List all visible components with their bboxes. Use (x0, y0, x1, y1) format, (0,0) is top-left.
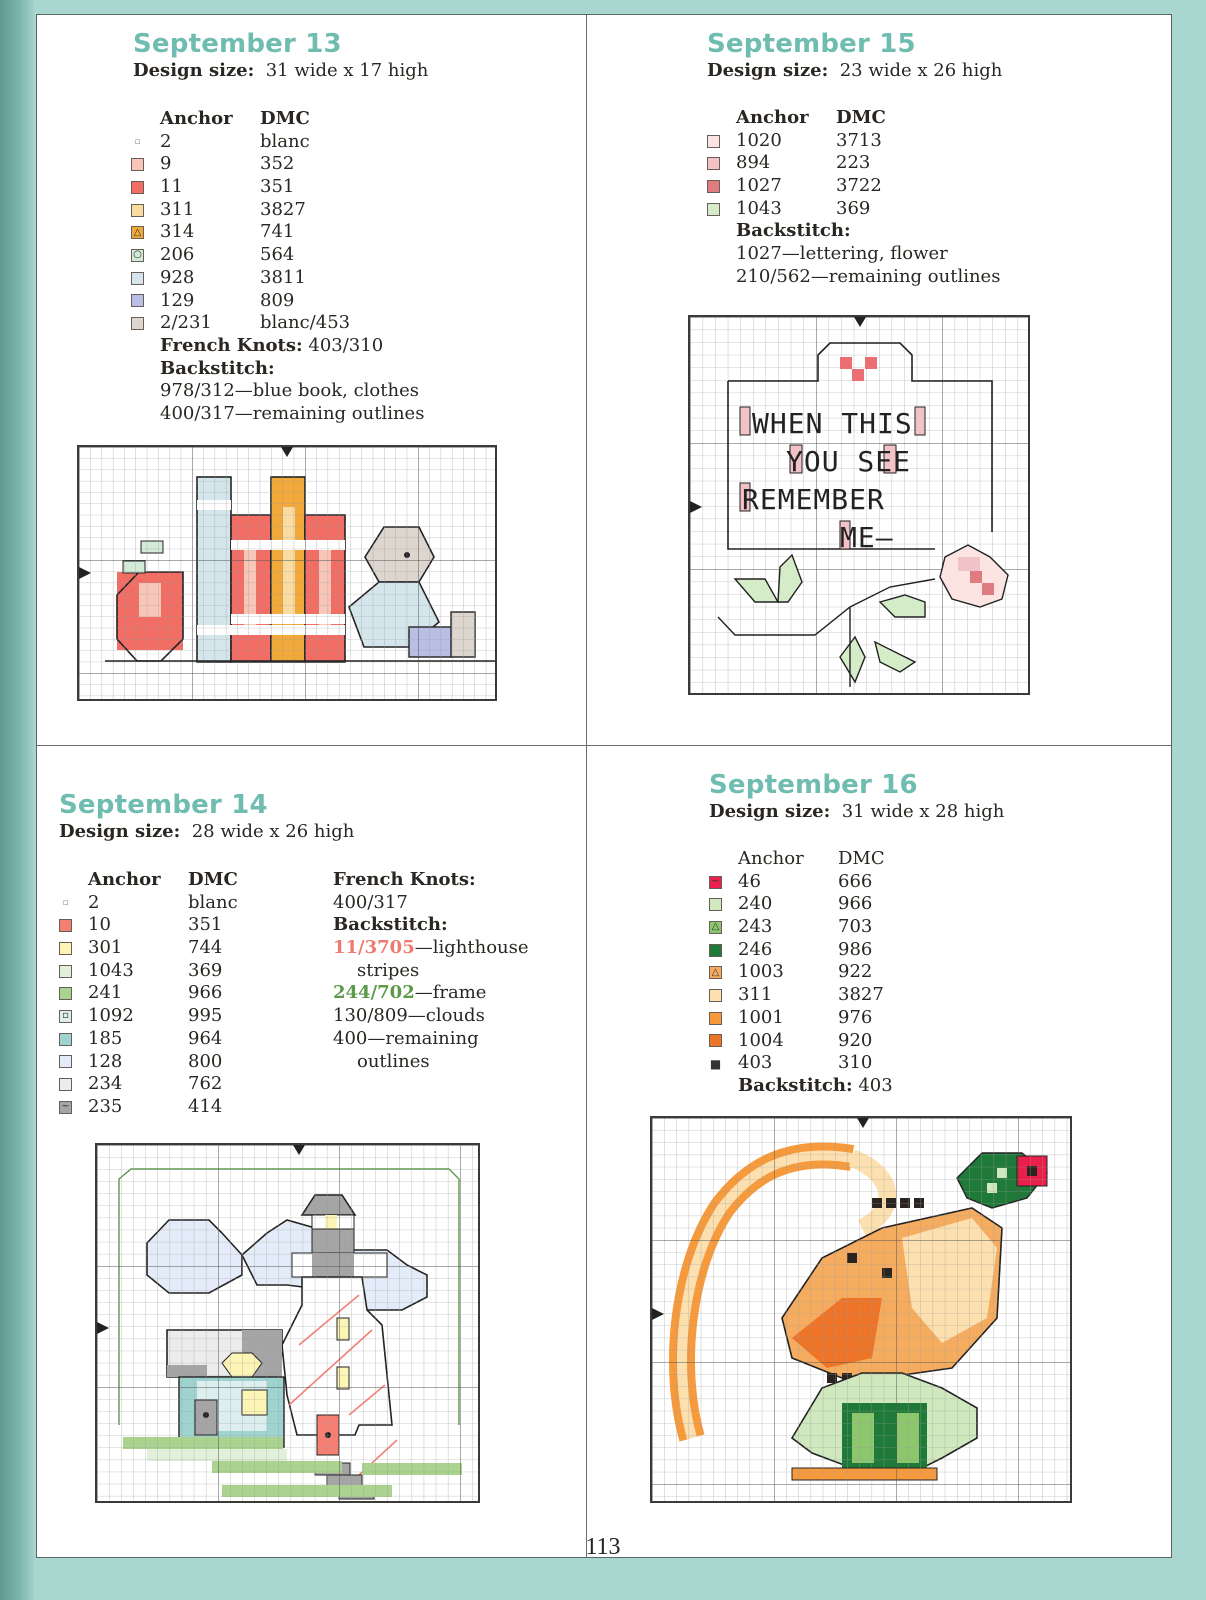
dmc-number: 976 (838, 1006, 873, 1028)
stitch-notes-september-14 (333, 869, 529, 1073)
thread-row (709, 893, 893, 916)
book-spine (0, 0, 34, 1600)
thread-row (707, 130, 1000, 153)
svg-text:ME—: ME— (840, 521, 894, 554)
svg-text:WHEN THIS: WHEN THIS (752, 407, 913, 440)
backstitch-line: 210/562—remaining outlines (736, 265, 1001, 287)
color-swatch-icon (131, 272, 144, 285)
anchor-number: 234 (88, 1073, 123, 1095)
dmc-number: blanc/453 (260, 312, 351, 334)
thread-row (131, 199, 424, 222)
french-knots-label: French Knots: (333, 869, 476, 890)
design-title: September 14 (59, 790, 268, 820)
dmc-number: 920 (838, 1029, 873, 1051)
color-swatch-icon: △ (709, 921, 722, 934)
thread-row (131, 244, 424, 267)
center-marker-left (690, 501, 702, 513)
thread-row (709, 1052, 893, 1075)
thread-row (709, 1007, 893, 1030)
anchor-number: 246 (738, 938, 773, 960)
dmc-number: 3827 (838, 984, 884, 1006)
backstitch-line: 1027—lettering, flower (736, 243, 948, 265)
thread-row (707, 152, 1000, 175)
dmc-number: 352 (260, 153, 295, 175)
backstitch-line: 244/702 —frame (333, 982, 487, 1004)
backstitch-line: 130/809—clouds (333, 1005, 485, 1027)
dmc-number: 564 (260, 244, 295, 266)
dmc-number: 414 (188, 1095, 223, 1117)
backstitch-label: Backstitch: (160, 357, 275, 379)
chart-grid-remember-me (690, 317, 1030, 695)
vertical-divider (586, 15, 587, 1557)
anchor-number: 311 (160, 198, 195, 220)
dmc-number: 762 (188, 1073, 223, 1095)
anchor-number: 128 (88, 1050, 123, 1072)
color-swatch-icon (59, 1033, 72, 1046)
thread-row (59, 960, 238, 983)
dmc-number: 995 (188, 1005, 223, 1027)
panel-september-16 (709, 770, 1149, 824)
pattern-page (36, 14, 1172, 1558)
chart-september-13 (77, 445, 497, 701)
design-size: Design size: 31 wide x 17 high (133, 60, 429, 81)
backstitch-line: 400—remaining (333, 1027, 479, 1049)
anchor-number: 240 (738, 893, 773, 915)
thread-row (131, 267, 424, 290)
color-swatch-icon (59, 919, 72, 932)
backstitch-line-cont: stripes (357, 959, 420, 981)
svg-text:YOU SEE: YOU SEE (786, 445, 912, 478)
chart-grid-books (79, 447, 497, 701)
color-swatch-icon (131, 317, 144, 330)
center-marker-top (281, 447, 293, 457)
legend-header: Anchor DMC (736, 107, 886, 128)
thread-row (709, 916, 893, 939)
backstitch: Backstitch: 403 (738, 1074, 893, 1096)
color-swatch-icon: ~ (59, 1101, 72, 1114)
dmc-number: 800 (188, 1050, 223, 1072)
color-swatch-icon: ▫ (131, 136, 144, 149)
color-key-september-15 (707, 107, 1000, 289)
thread-row (709, 871, 893, 894)
thread-row (131, 131, 424, 154)
center-marker-top (857, 1118, 869, 1128)
thread-row (59, 1051, 238, 1074)
page-number: 113 (585, 1534, 621, 1560)
thread-row (59, 1073, 238, 1096)
chart-september-14 (95, 1143, 480, 1503)
color-swatch-icon (709, 944, 722, 957)
color-swatch-icon (59, 1078, 72, 1091)
design-title: September 16 (709, 770, 918, 800)
thread-row (709, 984, 893, 1007)
anchor-number: 1001 (738, 1006, 784, 1028)
color-swatch-icon: ■ (709, 1056, 722, 1071)
anchor-number: 11 (160, 176, 183, 198)
thread-row (59, 982, 238, 1005)
color-swatch-icon (709, 989, 722, 1002)
thread-row (59, 1005, 238, 1028)
thread-row (131, 312, 424, 335)
dmc-number: 3811 (260, 266, 306, 288)
french-knots-value: 400/317 (333, 891, 408, 913)
dmc-number: 351 (260, 176, 295, 198)
dmc-number: blanc (188, 891, 238, 913)
color-swatch-icon (709, 1012, 722, 1025)
dmc-number: 223 (836, 152, 871, 174)
center-marker-left (79, 567, 91, 579)
dmc-number: 809 (260, 289, 295, 311)
color-key-september-14 (59, 869, 238, 1119)
dmc-number: 3827 (260, 198, 306, 220)
anchor-number: 185 (88, 1027, 123, 1049)
color-swatch-icon (131, 158, 144, 171)
dmc-number: 369 (836, 197, 871, 219)
dmc-number: 351 (188, 914, 223, 936)
dmc-number: 741 (260, 221, 295, 243)
color-swatch-icon (131, 181, 144, 194)
anchor-number: 241 (88, 982, 123, 1004)
french-knots: French Knots: 403/310 (160, 334, 384, 356)
color-swatch-icon (131, 204, 144, 217)
thread-row (709, 939, 893, 962)
thread-row (707, 175, 1000, 198)
horizontal-divider (37, 745, 1171, 746)
color-swatch-icon: ○ (131, 249, 144, 262)
chart-september-15 (688, 315, 1030, 695)
thread-row (131, 176, 424, 199)
color-swatch-icon: ~ (709, 876, 722, 889)
thread-row (59, 892, 238, 915)
dmc-number: 3722 (836, 175, 882, 197)
anchor-number: 1092 (88, 1005, 134, 1027)
anchor-number: 46 (738, 870, 761, 892)
color-swatch-icon: △ (131, 226, 144, 239)
dmc-number: 966 (188, 982, 223, 1004)
anchor-number: 314 (160, 221, 195, 243)
anchor-number: 243 (738, 916, 773, 938)
dmc-number: 703 (838, 916, 873, 938)
anchor-number: 1003 (738, 961, 784, 983)
anchor-number: 235 (88, 1095, 123, 1117)
color-swatch-icon (707, 180, 720, 193)
color-swatch-icon (131, 294, 144, 307)
thread-row (59, 1096, 238, 1119)
legend-header: Anchor DMC (738, 848, 885, 869)
design-size: Design size: 23 wide x 26 high (707, 60, 1003, 81)
color-swatch-icon (707, 135, 720, 148)
anchor-number: 1043 (88, 959, 134, 981)
backstitch-label: Backstitch: (333, 914, 448, 936)
design-title: September 15 (707, 29, 916, 59)
anchor-number: 9 (160, 153, 172, 175)
chart-grid-lighthouse (97, 1145, 480, 1503)
anchor-number: 928 (160, 266, 195, 288)
anchor-number: 1020 (736, 129, 782, 151)
anchor-number: 2 (160, 130, 172, 152)
color-swatch-icon (707, 157, 720, 170)
color-key-september-16 (709, 848, 893, 1098)
anchor-number: 129 (160, 289, 195, 311)
dmc-number: blanc (260, 130, 310, 152)
dmc-number: 966 (838, 893, 873, 915)
center-marker-top (854, 317, 866, 327)
thread-row (131, 153, 424, 176)
center-marker-top (293, 1145, 305, 1155)
center-marker-left (97, 1322, 109, 1334)
thread-row (59, 937, 238, 960)
center-marker-left (652, 1308, 664, 1320)
design-title: September 13 (133, 29, 342, 59)
anchor-number: 894 (736, 152, 771, 174)
chart-grid-cornucopia (652, 1118, 1072, 1503)
thread-row (709, 961, 893, 984)
backstitch-line: 400/317—remaining outlines (160, 402, 425, 424)
color-swatch-icon (709, 898, 722, 911)
anchor-number: 1004 (738, 1029, 784, 1051)
backstitch-line: 978/312—blue book, clothes (160, 380, 419, 402)
dmc-number: 666 (838, 870, 873, 892)
dmc-number: 744 (188, 937, 223, 959)
anchor-number: 1043 (736, 197, 782, 219)
anchor-number: 10 (88, 914, 111, 936)
svg-text:REMEMBER: REMEMBER (742, 483, 885, 516)
anchor-number: 2 (88, 891, 100, 913)
design-size: Design size: 31 wide x 28 high (709, 801, 1005, 822)
thread-row (59, 914, 238, 937)
anchor-number: 206 (160, 244, 195, 266)
thread-row (131, 221, 424, 244)
panel-september-13 (133, 29, 573, 83)
thread-row (707, 198, 1000, 221)
color-swatch-icon: △ (709, 966, 722, 979)
anchor-number: 311 (738, 984, 773, 1006)
anchor-number: 301 (88, 937, 123, 959)
anchor-number: 1027 (736, 175, 782, 197)
color-swatch-icon (59, 987, 72, 1000)
backstitch-line-cont: outlines (357, 1050, 430, 1072)
dmc-number: 986 (838, 938, 873, 960)
anchor-number: 2/231 (160, 312, 212, 334)
dmc-number: 922 (838, 961, 873, 983)
color-swatch-icon (709, 1034, 722, 1047)
color-swatch-icon (707, 203, 720, 216)
chart-september-16 (650, 1116, 1072, 1503)
backstitch-line: 11/3705 —lighthouse (333, 937, 529, 959)
dmc-number: 964 (188, 1027, 223, 1049)
color-swatch-icon (59, 965, 72, 978)
design-size: Design size: 28 wide x 26 high (59, 821, 355, 842)
backstitch-label: Backstitch: (736, 220, 851, 242)
color-swatch-icon (59, 1055, 72, 1068)
legend-header: Anchor DMC (160, 108, 310, 129)
color-swatch-icon: ▫ (59, 1010, 72, 1023)
panel-september-15 (707, 29, 1147, 83)
legend-header: Anchor DMC (88, 869, 238, 890)
panel-september-14 (59, 790, 499, 844)
thread-row (131, 290, 424, 313)
dmc-number: 310 (838, 1052, 873, 1074)
dmc-number: 369 (188, 959, 223, 981)
thread-row (59, 1028, 238, 1051)
color-swatch-icon: ▫ (59, 897, 72, 910)
thread-row (709, 1030, 893, 1053)
color-swatch-icon (59, 942, 72, 955)
dmc-number: 3713 (836, 129, 882, 151)
color-key-september-13 (131, 108, 424, 426)
anchor-number: 403 (738, 1052, 773, 1074)
